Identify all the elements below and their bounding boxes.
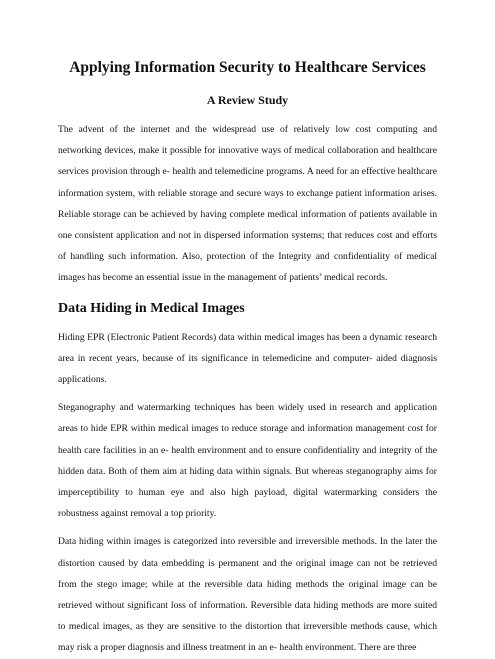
document-subtitle: A Review Study bbox=[206, 93, 289, 107]
document-page bbox=[58, 58, 437, 659]
intro-paragraph: The advent of the internet and the widespread use of relatively low cost computing and networking devices, make it possible for innovative ways of medical collaboration and healthcare services provision through e- health and telemedicine programs. A need for an effective healthcare information system, with reliable storage and secure ways to exchange patient information arises. Reliable storage can be achieved by having complete medical information of patients available in one consistent application and not in dispersed information systems; that reduces cost and efforts of handling such information. Also, protection of the Integrity and confidentiality of medical images has become an essential issue in the management of patients’ medical records. bbox=[58, 124, 437, 284]
document-title: Applying Information Security to Healthcare Services bbox=[69, 59, 426, 76]
section-heading: Data Hiding in Medical Images bbox=[58, 300, 245, 316]
section-paragraph-3: Data hiding within images is categorized into reversible and irreversible methods. In the later the distortion caused by data embedding is permanent and the original image can not be retrieved from the stego image; while at the reversible data hiding methods the original image can be retrieved without significant loss of information. Reversible data hiding methods are more suited to medical images, as they are sensitive to the distortion that irreversible methods cause, which may risk a proper diagnosis and illness treatment in an e- health environment. There are three bbox=[58, 536, 437, 654]
section-paragraph-1: Hiding EPR (Electronic Patient Records) data within medical images has been a dynamic research area in recent years, because of its significance in telemedicine and computer- aided diagnosis applications. bbox=[58, 331, 437, 386]
section-paragraph-2: Steganography and watermarking techniques has been widely used in research and application areas to hide EPR within medical images to reduce storage and information management cost for health care facilities in an e- health environment and to ensure confidentiality and integrity of the hidden data. Both of them aim at hiding data within signals. But whereas steganography aims for imperceptibility to human eye and also high payload, digital watermarking considers the robustness against removal a top priority. bbox=[58, 402, 437, 520]
